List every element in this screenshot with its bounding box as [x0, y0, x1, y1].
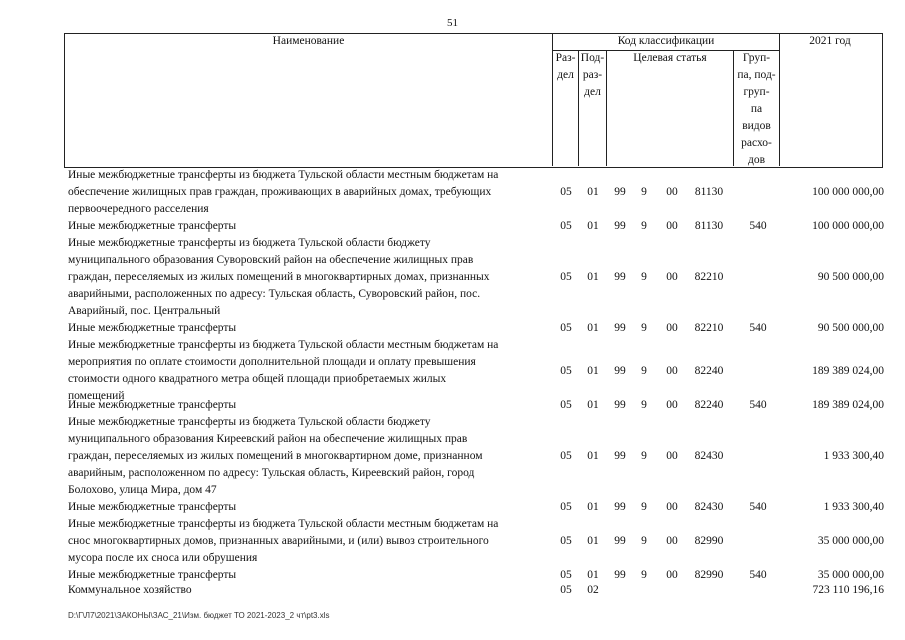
cell-podrazdel: 01: [587, 365, 599, 377]
file-path-footer: D:\Г\Л7\2021\ЗАКОНЫ\ЗАС_21\Изм. бюджет ТО 2021-2023_2 чт\pt3.xls: [68, 611, 330, 620]
cell-razdel: 05: [560, 399, 572, 411]
cell-podrazdel: 01: [587, 271, 599, 283]
header-podrazdel: Под- раз- дел: [580, 52, 605, 98]
cell-celevaya-1: 99: [614, 271, 626, 283]
cell-vid: 540: [749, 501, 767, 513]
cell-celevaya-1: 99: [614, 186, 626, 198]
cell-celevaya-2: 9: [641, 569, 647, 581]
table-row-name: Коммунальное хозяйство: [68, 584, 192, 596]
cell-celevaya-4: 82210: [694, 271, 724, 283]
cell-razdel: 05: [560, 220, 572, 232]
cell-podrazdel: 01: [587, 220, 599, 232]
cell-celevaya-4: 82240: [694, 399, 724, 411]
cell-razdel: 05: [560, 450, 572, 462]
cell-amount: 90 500 000,00: [817, 271, 884, 283]
cell-celevaya-1: 99: [614, 365, 626, 377]
cell-podrazdel: 01: [587, 186, 599, 198]
cell-vid: 540: [749, 569, 767, 581]
cell-celevaya-3: 00: [666, 569, 678, 581]
cell-celevaya-3: 00: [666, 322, 678, 334]
cell-celevaya-3: 00: [666, 501, 678, 513]
header-year: 2021 год: [809, 35, 851, 47]
cell-amount: 1 933 300,40: [823, 501, 884, 513]
cell-celevaya-2: 9: [641, 186, 647, 198]
cell-vid: 540: [749, 220, 767, 232]
table-row-name: Иные межбюджетные трансферты: [68, 322, 237, 334]
cell-podrazdel: 01: [587, 399, 599, 411]
cell-amount: 90 500 000,00: [817, 322, 884, 334]
cell-celevaya-1: 99: [614, 450, 626, 462]
cell-celevaya-1: 99: [614, 322, 626, 334]
cell-celevaya-2: 9: [641, 271, 647, 283]
table-row-name: Иные межбюджетные трансферты: [68, 569, 237, 581]
cell-razdel: 05: [560, 501, 572, 513]
cell-celevaya-2: 9: [641, 450, 647, 462]
cell-celevaya-2: 9: [641, 535, 647, 547]
table-row-name: Иные межбюджетные трансферты из бюджета Тульской области бюджету муниципального образования Киреевский район на обеспечение жилищных прав граждан, переселяемых из жилых помещений в многоквартирном доме, признанном аварийным, расположенном по адресу: Тульская область, Киреевский район, город Болохово, улица Мира, дом 47: [68, 416, 483, 496]
cell-vid: 540: [749, 399, 767, 411]
cell-celevaya-4: 82430: [694, 501, 724, 513]
cell-razdel: 05: [560, 322, 572, 334]
cell-celevaya-4: 82990: [694, 535, 724, 547]
table-row-name: Иные межбюджетные трансферты из бюджета Тульской области местным бюджетам на мероприятия по оплате стоимости дополнительной площади и оплату превышения стоимости одного квадратного метра общей площади приобретаемых жилых помещений: [68, 339, 499, 402]
cell-celevaya-2: 9: [641, 399, 647, 411]
cell-celevaya-3: 00: [666, 186, 678, 198]
header-name: Наименование: [272, 35, 345, 47]
cell-celevaya-1: 99: [614, 569, 626, 581]
cell-podrazdel: 01: [587, 535, 599, 547]
header-razdel: Раз- дел: [555, 52, 576, 81]
cell-amount: 35 000 000,00: [817, 535, 884, 547]
cell-amount: 100 000 000,00: [812, 220, 884, 232]
cell-celevaya-2: 9: [641, 220, 647, 232]
cell-celevaya-4: 81130: [694, 220, 724, 232]
divider-code-year: [779, 33, 780, 166]
cell-amount: 189 389 024,00: [812, 399, 884, 411]
cell-amount: 100 000 000,00: [812, 186, 884, 198]
header-celevaya: Целевая статья: [633, 52, 707, 64]
cell-razdel: 05: [560, 569, 572, 581]
cell-razdel: 05: [560, 186, 572, 198]
cell-podrazdel: 01: [587, 569, 599, 581]
table-row-name: Иные межбюджетные трансферты: [68, 399, 237, 411]
table-row-name: Иные межбюджетные трансферты из бюджета Тульской области местным бюджетам на снос многоквартирных домов, признанных аварийными, и (или) вывоз строительного мусора после их сноса или обрушения: [68, 518, 499, 564]
cell-celevaya-4: 82990: [694, 569, 724, 581]
cell-razdel: 05: [560, 365, 572, 377]
cell-amount: 189 389 024,00: [812, 365, 884, 377]
cell-razdel: 05: [560, 584, 572, 596]
divider-podrazdel: [606, 50, 607, 166]
cell-celevaya-4: 82210: [694, 322, 724, 334]
cell-celevaya-3: 00: [666, 399, 678, 411]
header-code: Код классификации: [617, 35, 715, 47]
cell-podrazdel: 02: [587, 584, 599, 596]
cell-podrazdel: 01: [587, 501, 599, 513]
cell-celevaya-1: 99: [614, 501, 626, 513]
table-row-name: Иные межбюджетные трансферты из бюджета Тульской области бюджету муниципального образования Суворовский район на обеспечение жилищных прав граждан, переселяемых из жилых помещений в многоквартирных домах, признанных аварийными, расположенных по адресу: Тульская область, Суворовский район, пос. Аварийный, пос. Центральный: [68, 237, 490, 317]
table-row-name: Иные межбюджетные трансферты из бюджета Тульской области местным бюджетам на обеспечение жилищных прав граждан, проживающих в аварийных домах, требующих первоочередного расселения: [68, 169, 499, 215]
cell-podrazdel: 01: [587, 322, 599, 334]
page-number: 51: [447, 17, 458, 29]
table-row-name: Иные межбюджетные трансферты: [68, 501, 237, 513]
cell-celevaya-3: 00: [666, 450, 678, 462]
cell-celevaya-3: 00: [666, 220, 678, 232]
cell-amount: 1 933 300,40: [823, 450, 884, 462]
cell-razdel: 05: [560, 535, 572, 547]
cell-celevaya-4: 82430: [694, 450, 724, 462]
cell-celevaya-4: 81130: [694, 186, 724, 198]
cell-celevaya-1: 99: [614, 220, 626, 232]
cell-celevaya-1: 99: [614, 399, 626, 411]
cell-celevaya-2: 9: [641, 322, 647, 334]
cell-celevaya-3: 00: [666, 365, 678, 377]
cell-vid: 540: [749, 322, 767, 334]
cell-celevaya-3: 00: [666, 535, 678, 547]
cell-celevaya-3: 00: [666, 271, 678, 283]
cell-amount: 723 110 196,16: [812, 584, 884, 596]
table-row-name: Иные межбюджетные трансферты: [68, 220, 237, 232]
cell-celevaya-1: 99: [614, 535, 626, 547]
cell-podrazdel: 01: [587, 450, 599, 462]
cell-celevaya-2: 9: [641, 501, 647, 513]
cell-celevaya-4: 82240: [694, 365, 724, 377]
cell-amount: 35 000 000,00: [817, 569, 884, 581]
header-gruppa: Груп- па, под- груп- па видов расхо- дов: [737, 52, 776, 166]
cell-celevaya-2: 9: [641, 365, 647, 377]
cell-razdel: 05: [560, 271, 572, 283]
